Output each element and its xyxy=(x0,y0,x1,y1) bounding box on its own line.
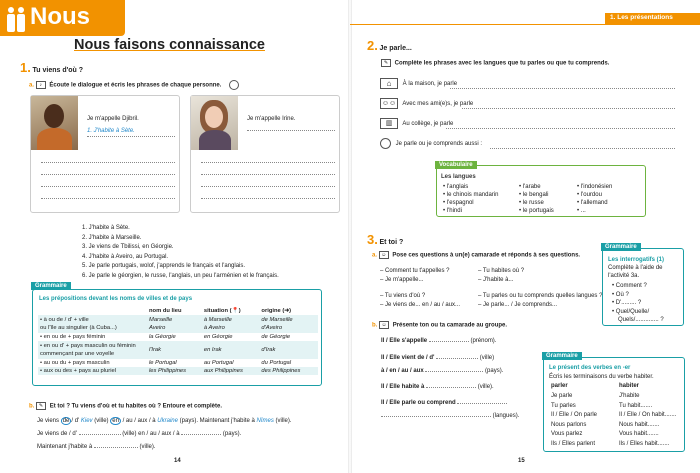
circled-choice: en xyxy=(112,418,119,424)
exercise-label: a. xyxy=(372,252,378,259)
instruction-text: Complète les phrases avec les langues que tu parles ou que tu comprends. xyxy=(394,60,610,67)
djibril-photo xyxy=(31,96,78,150)
grammar-title: Les interrogatifs (1) xyxy=(608,257,665,263)
vocab-tag: Vocabulaire xyxy=(435,161,477,169)
unit-tab xyxy=(0,0,125,36)
people-icon xyxy=(7,7,27,33)
answer-line xyxy=(446,128,675,129)
section-2-instruction xyxy=(381,59,609,67)
instruction-text: Présente ton ou ta camarade au groupe. xyxy=(392,322,508,329)
list-item: 1. J'habite à Sète. xyxy=(82,225,130,231)
answer-line xyxy=(87,136,175,137)
exercise-a-instruction xyxy=(29,80,239,90)
answer-line xyxy=(41,174,175,175)
lang-col-1: • l'anglais • le chinois mandarin • l'espagnol • l'hindi xyxy=(443,184,499,214)
grammar-interrogatifs-box xyxy=(602,244,684,326)
answer-line xyxy=(41,162,175,163)
example-line: Je viens de / d' Kiev (ville) en / au / aux / à Ukraine (pays). Maintenant j'habite à Nîmes (ville). xyxy=(37,418,292,424)
grammar-box xyxy=(32,283,322,386)
answer-line xyxy=(490,148,675,149)
answer-line xyxy=(201,186,335,187)
section-2-header xyxy=(367,38,412,53)
section-3-header xyxy=(367,232,403,247)
grammar-title: Le présent des verbes en -er xyxy=(549,365,631,371)
page-number: 15 xyxy=(518,458,525,464)
presentation-lines: Il / Elle s'appelle (prénom). Il / Elle vient de / d' (ville) à / en / au / aux (pays). Il / Elle habite à (ville). Il / Elle parle ou comprend (langues). xyxy=(381,338,520,419)
line-school: ▥ Au collège, je parle xyxy=(380,118,453,129)
speech-icon: ☺ xyxy=(379,321,389,329)
table-row: • en ou de + pays féminin la Géorgie en Géorgie de Géorgie xyxy=(40,334,291,340)
section-number: 1. xyxy=(20,60,31,75)
page-title: Nous faisons connaissance xyxy=(74,37,265,53)
pencil-icon: ✎ xyxy=(381,59,391,67)
table-row: • en ou d' + pays masculin ou féminin commençant par une voyelle l'Irak en Irak d'Irak xyxy=(38,341,318,359)
grammar-tag: Grammaire xyxy=(601,243,641,251)
pencil-icon: ✎ xyxy=(36,402,46,410)
irine-intro: Je m'appelle Irine. xyxy=(247,116,296,122)
fill-line-1: Je viens de / d' (ville) en / au / aux / à (pays). xyxy=(37,431,242,437)
circled-choice: de xyxy=(62,418,70,424)
grammar-tag: Grammaire xyxy=(31,282,71,290)
chapter-label: 1. Les présentations xyxy=(610,14,673,21)
dialogue-questions: – Comment tu t'appelles ? – Je m'appelle... – Tu habites où ? – J'habite à... – Tu viens d'où ? – Je viens de... en / au / aux... – Tu parles ou tu comprends quelles langues ? – Je parle... / Je comprends... xyxy=(380,268,603,308)
table-header xyxy=(38,307,318,315)
vocab-title: Les langues xyxy=(441,174,476,180)
djibril-example: 1. J'habite à Sète. xyxy=(87,128,135,134)
section-number: 3. xyxy=(367,232,378,247)
instruction-text: Pose ces questions à un(e) camarade et réponds à ses questions. xyxy=(392,252,581,259)
pair-icon xyxy=(229,80,239,90)
line-also: Je parle ou je comprends aussi : xyxy=(380,138,482,149)
line-house: ⌂ À la maison, je parle xyxy=(380,78,457,89)
list-item: 5. Je parle portugais, wolof, j'apprends le français et l'anglais. xyxy=(82,263,246,269)
djibril-intro: Je m'appelle Djibril. xyxy=(87,116,139,122)
section-title: Je parle... xyxy=(379,45,412,52)
answer-line xyxy=(41,186,175,187)
instruction-text: Et toi ? Tu viens d'où et tu habites où ? Entoure et complète. xyxy=(49,403,223,410)
house-icon: ⌂ xyxy=(380,78,398,89)
header-rule xyxy=(350,24,700,25)
column-header: origine (➜) xyxy=(261,308,292,314)
table-row: • à ou de / d' + ville ou l'île au singulier (à Cuba...) Marseille Aveiro à Marseille à Aveiro de Marseille d'Aveiro xyxy=(38,315,318,333)
exercise-label: a. xyxy=(29,82,35,89)
answer-line xyxy=(450,88,675,89)
lang-col-3: • l'indonésien • l'ourdou • l'allemand • ... xyxy=(577,184,613,214)
page-number: 14 xyxy=(174,458,181,464)
speech-icon: ☺ xyxy=(379,251,389,259)
line-friends: ☺☺ Avec mes ami(e)s, je parle xyxy=(381,100,474,108)
list-item: 4. J'habite à Aveiro, au Portugal. xyxy=(82,253,169,260)
djibril-card xyxy=(30,95,180,213)
answer-line xyxy=(201,162,335,163)
fill-line-2: Maintenant j'habite à (ville). xyxy=(37,444,156,450)
grammar-table xyxy=(38,307,318,375)
column-header: parler xyxy=(551,383,568,389)
exercise-3a-instruction xyxy=(372,251,580,259)
interrogatif-list: • Comment ? • Où ? • D'......... ? • Quel/Quelle/ Quels/.............. ? xyxy=(612,283,664,323)
conjugation-habiter: J'habite Tu habit....... Il / Elle / On habit....... Nous habit....... Vous habit....... Ils / Elles habit....... xyxy=(619,393,677,447)
section-number: 2. xyxy=(367,38,378,53)
lang-col-2: • l'arabe • le bengali • le russe • le portugais xyxy=(519,184,554,214)
instruction-text: Écoute le dialogue et écris les phrases de chaque personne. xyxy=(49,82,222,89)
column-header: nom du lieu xyxy=(149,308,182,314)
friends-icon: ☺☺ xyxy=(381,100,397,107)
list-item: 2. J'habite à Marseille. xyxy=(82,234,142,241)
column-header: habiter xyxy=(619,383,640,389)
irine-photo xyxy=(191,96,238,150)
list-item: 3. Je viens de Tbilissi, en Géorgie. xyxy=(82,244,174,250)
chapter-tab xyxy=(605,13,700,24)
exercise-b-instruction xyxy=(29,402,222,410)
grammar-instruction: Écris les terminaisons du verbe habiter. xyxy=(549,374,654,380)
section-title: Tu viens d'où ? xyxy=(32,67,84,74)
grammar-instruction: Complète à l'aide de l'activité 3a. xyxy=(608,265,663,279)
conjugation-parler: Je parle Tu parles Il / Elle / On parle Nous parlons Vous parlez Ils / Elles parlent xyxy=(551,393,598,447)
right-page xyxy=(350,0,700,473)
school-icon: ▥ xyxy=(380,118,398,129)
exercise-label: b. xyxy=(29,403,35,410)
column-header: situation (📍) xyxy=(203,308,241,314)
answer-line xyxy=(247,130,335,131)
answer-line xyxy=(41,198,175,199)
exercise-3b-instruction xyxy=(372,321,507,329)
answer-line xyxy=(201,198,335,199)
section-1-header xyxy=(20,60,83,75)
exercise-label: b. xyxy=(372,322,378,329)
grammar-tag: Grammaire xyxy=(542,352,582,360)
grammar-present-box xyxy=(543,353,685,452)
audio-icon: ♪ xyxy=(36,81,46,89)
vocab-box xyxy=(436,162,646,217)
grammar-title: Les prépositions devant les noms de villes et de pays xyxy=(39,296,193,302)
list-item: 6. Je parle le géorgien, le russe, l'anglais, un peu l'arménien et le français. xyxy=(82,272,279,279)
table-row: • au ou du + pays masculin le Portugal au Portugal du Portugal xyxy=(40,360,292,366)
answer-line xyxy=(462,108,675,109)
section-title: Et toi ? xyxy=(379,239,404,246)
sentence-list xyxy=(82,224,279,281)
answer-line xyxy=(201,174,335,175)
unit-title: Nous xyxy=(30,3,90,30)
table-row: • aux ou des + pays au pluriel les Philippines aux Philippines des Philippines xyxy=(38,367,318,375)
irine-card xyxy=(190,95,340,213)
globe-icon xyxy=(380,138,391,149)
